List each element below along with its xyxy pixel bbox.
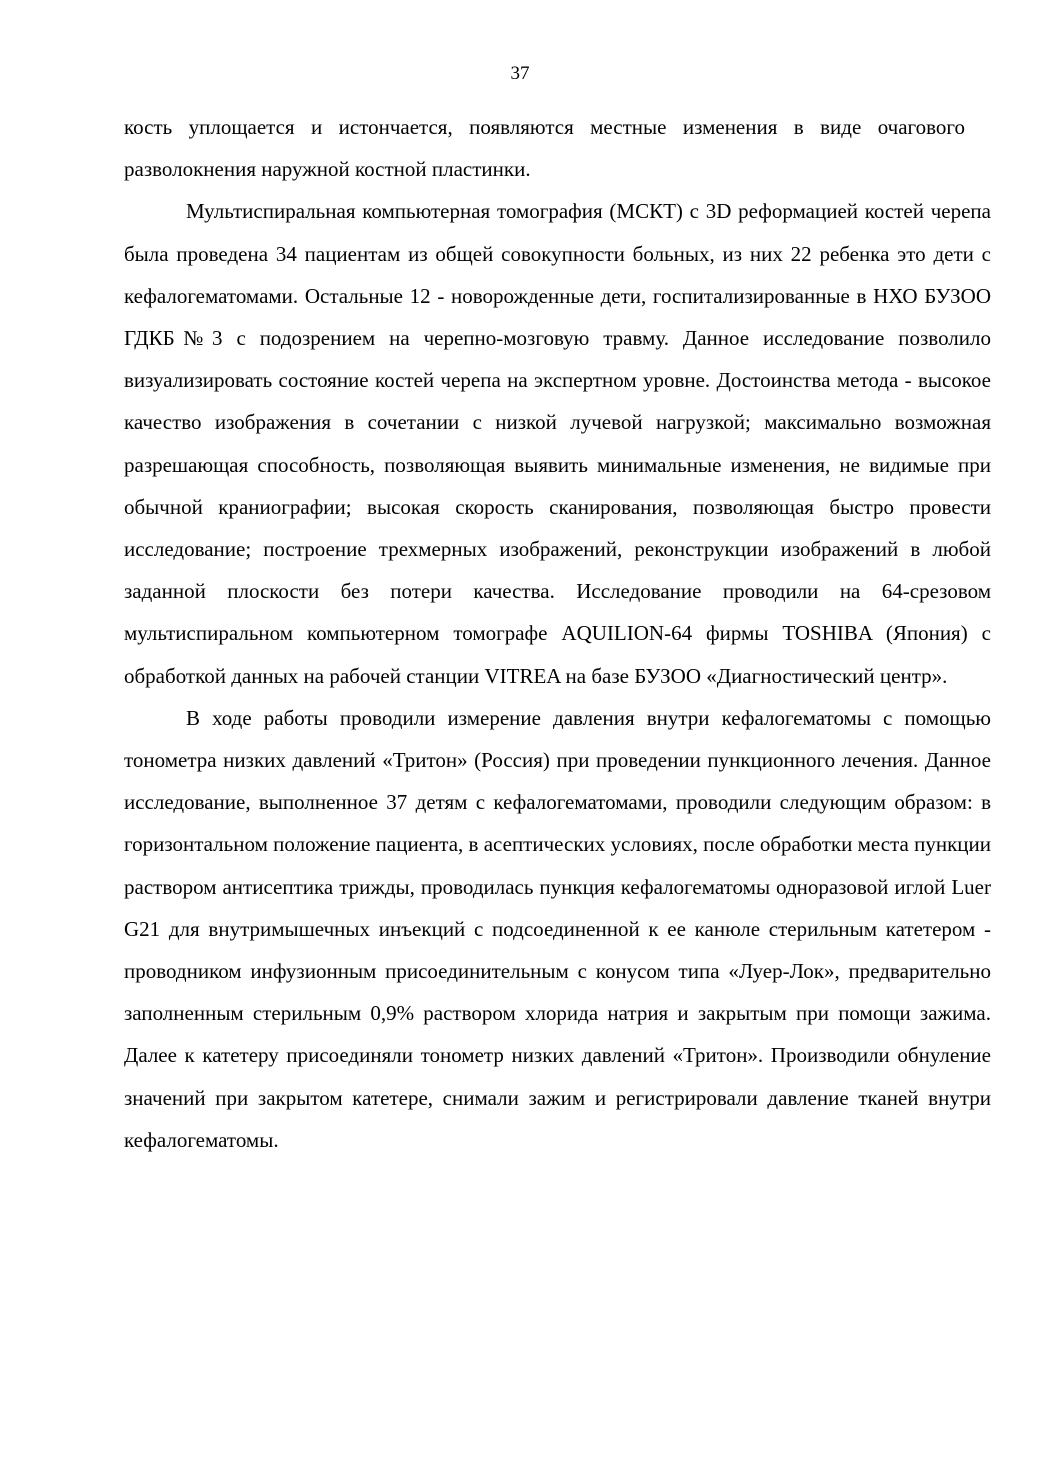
paragraph-pressure-measurement: В ходе работы проводили измерение давления внутри кефалогематомы с помощью тонометра низких давлений «Тритон» (Россия) при проведении пункционного лечения. Данное исследование, выполненное 37 детям с кефалогематомами, проводили следующим образом: в горизонтальном положение пациента, в асептических условиях, после обработки места пункции раствором антисептика трижды, проводилась пункция кефалогематомы одноразовой иглой Luer G21 для внутримышечных инъекций с подсоединенной к ее канюле стерильным катетером - проводником инфузионным присоединительным с конусом типа «Луер-Лок», предварительно заполненным стерильным 0,9% раствором хлорида натрия и закрытым при помощи зажима. Далее к катетеру присоединяли тонометр низких давлений «Тритон». Производили обнуление значений при закрытом катетере, снимали зажим и регистрировали давление тканей внутри кефалогематомы. bbox=[124, 705, 991, 1152]
paragraph-continuation: кость уплощается и истончается, появляются местные изменения в виде очагового разволокнения наружной костной пластинки. bbox=[124, 115, 965, 182]
page-number: 37 bbox=[510, 63, 530, 84]
paragraph-msct: Мультиспиральная компьютерная томография (МСКТ) с 3D реформацией костей черепа была проведена 34 пациентам из общей совокупности больных, из них 22 ребенка это дети с кефалогематомами. Остальные 12 - новорожденные дети, госпитализированные в НХО БУЗОО ГДКБ№3 с подозрением на черепно-мозговую травму. Данное исследование позволило визуализировать состояние костей черепа на экспертном уровне. Достоинства метода - высокое качество изображения в сочетании с низкой лучевой нагрузкой; максимально возможная разрешающая способность, позволяющая выявить минимальные изменения, не видимые при обычной краниографии; высокая скорость сканирования, позволяющая быстро провести исследование; построение трехмерных изображений, реконструкции изображений в любой заданной плоскости без потери качества. Исследование проводили на 64-срезовом мультиспиральном компьютерном томографе AQUILION-64 фирмы TOSHIBA (Япония) с обработкой данных на рабочей станции VITREA на базе БУЗОО «Диагностический центр». bbox=[124, 199, 991, 688]
body-text bbox=[124, 106, 991, 1161]
